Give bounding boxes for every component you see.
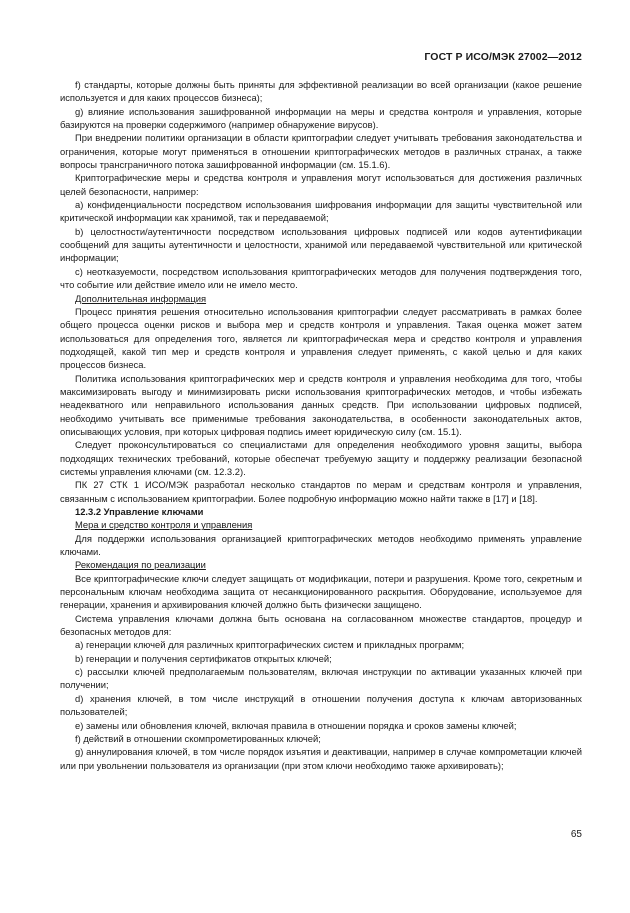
paragraph: При внедрении политики организации в области криптографии следует учитывать требования законодательства и ограничения, которые могут применяться в отношении криптографических методов в различных странах, а также вопросы трансграничного потока зашифрованной информации (см. 15.1.6). — [60, 132, 582, 171]
page-number: 65 — [570, 829, 582, 840]
paragraph: Следует проконсультироваться со специалистами для определения необходимого уровня защиты, выбора подходящих технических требований, которые обеспечат требуемую защиту и поддержку реализации безопасной системы управления ключами (см. 12.3.2). — [60, 439, 582, 477]
paragraph: b) генерации и получения сертификатов открытых ключей; — [75, 652, 332, 664]
document-body — [60, 78, 582, 772]
paragraph: d) хранения ключей, в том числе инструкций в отношении получения доступа к ключам авторизованных пользователей; — [60, 692, 582, 718]
paragraph: a) генерации ключей для различных криптографических систем и прикладных программ; — [75, 639, 465, 651]
paragraph: Криптографические меры и средства контроля и управления могут использоваться для достижения различных целей безопасности, например: — [60, 172, 582, 197]
paragraph: e) замены или обновления ключей, включая правила в отношении порядка и сроков замены ключей; — [75, 719, 517, 731]
page-header-title: ГОСТ Р ИСО/МЭК 27002—2012 — [424, 51, 582, 63]
paragraph: Все криптографические ключи следует защищать от модификации, потери и разрушения. Кроме того, секретным и персональным ключам необходима защита от несанкционированного раскрытия. Оборудование, используемое для генерации, хранения и архивирования ключей должно быть физически защищено. — [60, 572, 582, 611]
paragraph: f) действий в отношении скомпрометированных ключей; — [75, 732, 321, 744]
subsection-label: Мера и средство контроля и управления — [75, 519, 253, 531]
paragraph: g) влияние использования зашифрованной информации на меры и средства контроля и управления, которые базируются на проверки содержимого (например обнаружение вирусов). — [60, 105, 582, 131]
paragraph: Политика использования криптографических мер и средств контроля и управления необходима для того, чтобы максимизировать выгоду и минимизировать риски использования криптографических методов, и чтобы избежать неадекватного или неправильного использования данных средств. При использовании цифровых подписей, необходимо учитывать все применимые требования законодательства, в особенности законодательных актов, описывающих условия, при которых цифровая подпись имеет юридическую силу (см. 15.1). — [60, 372, 582, 437]
subsection-label: Рекомендация по реализации — [75, 559, 206, 571]
paragraph: Для поддержки использования организацией криптографических методов необходимо применять управление ключами. — [60, 532, 582, 558]
paragraph: Процесс принятия решения относительно использования криптографии следует рассматривать в рамках более общего процесса оценки рисков и выбора мер и средств контроля и управления. Такая оценка может затем использоваться для определения того, является ли криптографическая мера и средство контроля и управления подходящей, какой тип мер и средств контроля и управления следует применять, с какой целью и для каких процессов бизнеса. — [60, 305, 582, 371]
paragraph: f) стандарты, которые должны быть приняты для эффективной реализации во всей организации (какое решение используется и для каких процессов бизнеса); — [60, 79, 582, 104]
section-heading: 12.3.2 Управление ключами — [75, 506, 204, 517]
paragraph: b) целостности/аутентичности посредством использования цифровых подписей или кодов аутентификации сообщений для защиты аутентичности и целостности, хранимой или передаваемой чувствительной или критической информации; — [60, 225, 582, 264]
paragraph: Система управления ключами должна быть основана на согласованном множестве стандартов, процедур и безопасных методов для: — [60, 612, 582, 638]
paragraph: c) рассылки ключей предполагаемым пользователям, включая инструкции по активации указанных ключей при получении; — [60, 666, 582, 691]
subsection-label: Дополнительная информация — [75, 292, 207, 304]
paragraph: c) неотказуемости, посредством использования криптографических методов для получения подтверждения того, что событие или действие имело или не имело место. — [60, 265, 582, 291]
paragraph: ПК 27 СТК 1 ИСО/МЭК разработал несколько стандартов по мерам и средствам контроля и управления, связанным с использованием криптографии. Более подробную информацию можно найти также в [17] и [18]. — [60, 479, 582, 504]
paragraph: a) конфиденциальности посредством использования шифрования информации для защиты чувствительной или критической информации как хранимой, так и передаваемой; — [60, 199, 582, 224]
paragraph: g) аннулирования ключей, в том числе порядок изъятия и деактивации, например в случае компрометации ключей или при увольнении пользователя из организации (при этом ключи необходимо также архивировать); — [60, 746, 582, 771]
